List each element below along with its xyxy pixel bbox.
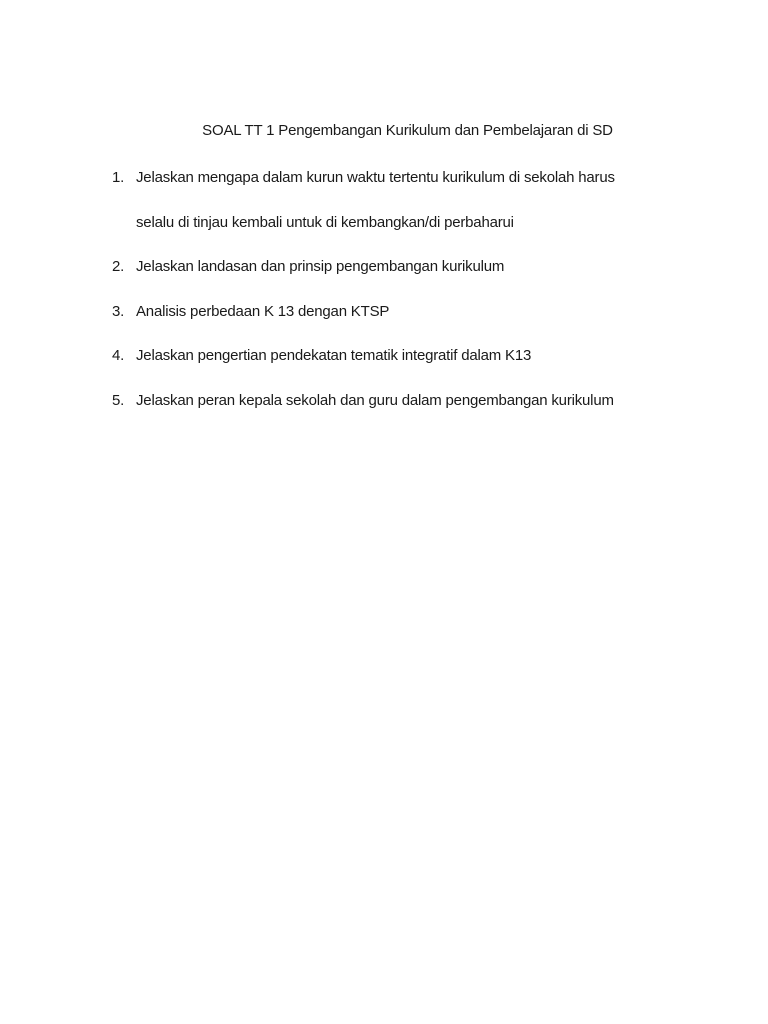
question-number: 4. [112,347,125,364]
question-item-3 [112,301,712,323]
document-title: SOAL TT 1 Pengembangan Kurikulum dan Pembelajaran di SD [202,122,613,139]
question-text: Jelaskan peran kepala sekolah dan guru dalam pengembangan kurikulum [136,391,614,409]
question-number: 2. [112,258,125,275]
question-list [112,167,712,434]
question-text-continued: selalu di tinjau kembali untuk di kembangkan/di perbaharui [136,213,514,231]
question-number: 3. [112,302,125,320]
question-item-4 [112,345,712,367]
question-number: 5. [112,391,125,409]
question-text: Jelaskan landasan dan prinsip pengembangan kurikulum [136,258,505,275]
question-text: Jelaskan mengapa dalam kurun waktu tertentu kurikulum di sekolah harus [136,169,615,186]
question-item-5 [112,390,712,412]
question-number: 1. [112,169,125,186]
question-item-1 [112,167,712,234]
question-text: Analisis perbedaan K 13 dengan KTSP [136,302,390,320]
question-item-2 [112,256,712,278]
question-text: Jelaskan pengertian pendekatan tematik integratif dalam K13 [136,347,532,364]
